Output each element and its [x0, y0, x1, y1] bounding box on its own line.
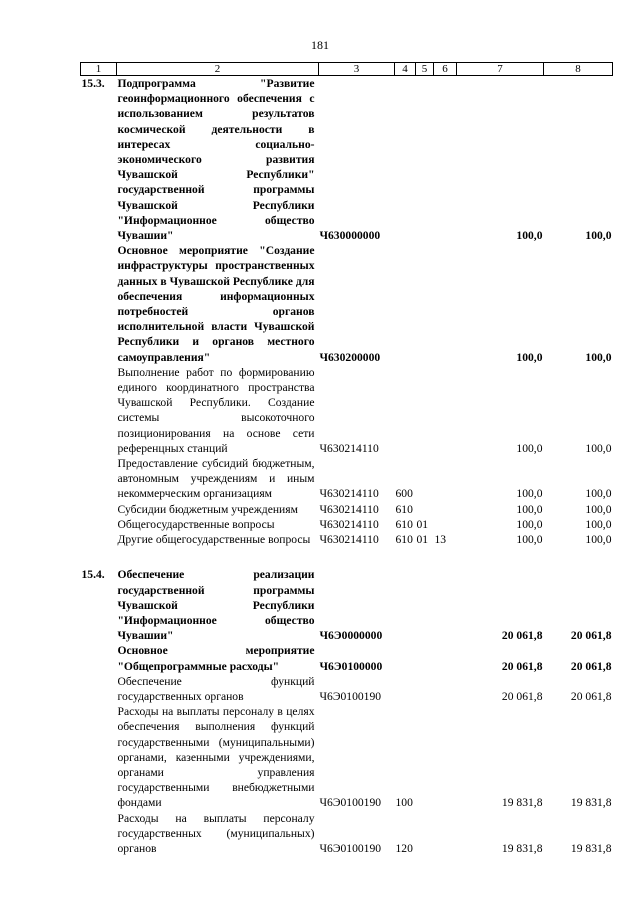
section-code: [416, 76, 434, 244]
amount-col-8: 100,0: [585, 441, 612, 455]
subsection-code: [434, 243, 457, 365]
table-row: [81, 704, 613, 810]
table-row: [81, 674, 613, 704]
amount-col-7: 19 831,8: [501, 841, 543, 855]
subsection-code: [434, 674, 457, 704]
section-code: [416, 365, 434, 456]
col-header-4: 4: [395, 63, 416, 76]
amount-col-7: 100,0: [516, 533, 543, 547]
amount-col-7: 100,0: [516, 350, 543, 364]
col-header-5: 5: [416, 63, 434, 76]
amount-col-8: 100,0: [585, 487, 612, 501]
subsection-code: [434, 365, 457, 456]
expense-type-code: 120: [395, 841, 413, 855]
page-number: 181: [311, 38, 329, 52]
table-row: [81, 532, 613, 547]
amount-col-7: 100,0: [516, 502, 543, 516]
target-article-code: Ч630214110: [319, 517, 379, 531]
spacer-cell: [81, 547, 613, 567]
table-row: [81, 365, 613, 456]
section-code: [416, 674, 434, 704]
target-article-code: Ч630214110: [319, 502, 379, 516]
col-header-2: 2: [117, 63, 319, 76]
amount-col-8: 100,0: [585, 533, 612, 547]
amount-col-8: 100,0: [585, 350, 612, 364]
target-article-code: Ч6Э0100000: [319, 659, 383, 673]
row-number: [81, 811, 117, 857]
target-article-code: Ч630200000: [319, 350, 381, 364]
target-article-code: Ч6Э0100190: [319, 841, 382, 855]
table-row: [81, 502, 613, 517]
col-header-8: 8: [544, 63, 613, 76]
row-name: Другие общегосударственные вопросы: [117, 533, 311, 547]
amount-col-8: 100,0: [585, 517, 612, 531]
row-number: [81, 643, 117, 673]
amount-col-8: 20 061,8: [570, 629, 612, 643]
amount-col-8: 20 061,8: [570, 689, 612, 703]
subsection-code: [434, 517, 457, 532]
table-row: [81, 567, 613, 643]
target-article-code: Ч630214110: [319, 441, 379, 455]
section-code: [416, 567, 434, 643]
amount-col-7: 100,0: [516, 517, 543, 531]
amount-col-7: 20 061,8: [501, 659, 543, 673]
expense-type-code: [395, 643, 416, 673]
row-number: [81, 704, 117, 810]
column-header-row: [81, 63, 613, 76]
expense-type-code: [395, 567, 416, 643]
target-article-code: Ч630214110: [319, 487, 379, 501]
row-number: [81, 674, 117, 704]
subsection-code: [434, 567, 457, 643]
row-number: [81, 456, 117, 502]
amount-col-8: 19 831,8: [570, 841, 612, 855]
section-spacer: [81, 547, 613, 567]
expense-type-code: [395, 674, 416, 704]
row-number: 15.3.: [81, 77, 105, 90]
row-name: Субсидии бюджетным учреждениям: [117, 502, 298, 516]
section-code: 01: [416, 517, 429, 531]
row-name: Обеспечение реализации государственной программы Чувашской Республики "Информационное общество Чувашии": [117, 568, 315, 643]
row-number: [81, 243, 117, 365]
row-name: Расходы на выплаты персоналу государственных (муниципальных) органов: [117, 811, 315, 855]
subsection-code: 13: [434, 533, 447, 547]
expense-type-code: 610: [395, 533, 413, 547]
table-row: [81, 243, 613, 365]
section-code: [416, 502, 434, 517]
amount-col-8: 20 061,8: [570, 659, 612, 673]
col-header-3: 3: [319, 63, 395, 76]
expense-type-code: 610: [395, 517, 413, 531]
section-code: [416, 643, 434, 673]
table-row: [81, 456, 613, 502]
amount-col-7: 20 061,8: [501, 689, 543, 703]
subsection-code: [434, 704, 457, 810]
expense-type-code: 600: [395, 487, 413, 501]
subsection-code: [434, 811, 457, 857]
section-code: [416, 243, 434, 365]
expense-type-code: 610: [395, 502, 413, 516]
target-article-code: Ч6Э0100190: [319, 796, 382, 810]
amount-col-7: 19 831,8: [501, 796, 543, 810]
expense-type-code: [395, 243, 416, 365]
section-code: [416, 456, 434, 502]
table-row: [81, 643, 613, 673]
target-article-code: Ч6Э0100190: [319, 689, 382, 703]
amount-col-7: 100,0: [516, 441, 543, 455]
row-number: 15.4.: [81, 568, 105, 582]
expense-type-code: 100: [395, 796, 413, 810]
col-header-6: 6: [434, 63, 457, 76]
target-article-code: Ч630000000: [319, 229, 381, 243]
expense-type-code: [395, 76, 416, 244]
table-row: [81, 811, 613, 857]
subsection-code: [434, 643, 457, 673]
row-number: [81, 502, 117, 517]
row-name: Предоставление субсидий бюджетным, автономным учреждениям и иным некоммерческим организациям: [117, 457, 315, 501]
section-code: [416, 811, 434, 857]
subsection-code: [434, 76, 457, 244]
amount-col-7: 20 061,8: [501, 629, 543, 643]
section-code: [416, 704, 434, 810]
col-header-7: 7: [457, 63, 544, 76]
subsection-code: [434, 502, 457, 517]
row-name: Выполнение работ по формированию единого координатного пространства Чувашской Республики. Создание системы высокоточного позиционирования на основе сети референцных станций: [117, 365, 315, 455]
amount-col-8: 100,0: [585, 502, 612, 516]
row-name: Основное мероприятие "Общепрограммные расходы": [117, 644, 315, 673]
budget-table: [80, 62, 613, 856]
target-article-code: Ч630214110: [319, 533, 379, 547]
subsection-code: [434, 456, 457, 502]
row-name: Общегосударственные вопросы: [117, 517, 275, 531]
table-row: [81, 517, 613, 532]
amount-col-8: 19 831,8: [570, 796, 612, 810]
table-row: [81, 76, 613, 244]
row-name: Расходы на выплаты персоналу в целях обеспечения выполнения функций государственными (муниципальными) органами, казенными учреждениями, органами управления государственными внебюджетными фондами: [117, 705, 315, 810]
expense-type-code: [395, 365, 416, 456]
row-number: [81, 517, 117, 532]
row-number: [81, 365, 117, 456]
row-name: Обеспечение функций государственных органов: [117, 674, 315, 703]
row-name: Подпрограмма "Развитие геоинформационного обеспечения с использованием результатов космической деятельности в интересах социально-экономического развития Чувашской Республики" государственной программы Чувашской Республики "Информационное общество Чувашии": [117, 77, 315, 243]
amount-col-8: 100,0: [585, 229, 612, 243]
section-code: 01: [416, 533, 429, 547]
amount-col-7: 100,0: [516, 487, 543, 501]
row-number: [81, 532, 117, 547]
col-header-1: 1: [81, 63, 117, 76]
amount-col-7: 100,0: [516, 229, 543, 243]
target-article-code: Ч6Э0000000: [319, 629, 383, 643]
row-name: Основное мероприятие "Создание инфраструктуры пространственных данных в Чувашской Республике для обеспечения информационных потребностей органов исполнительной власти Чувашской Республики и органов местного самоуправления": [117, 244, 315, 364]
